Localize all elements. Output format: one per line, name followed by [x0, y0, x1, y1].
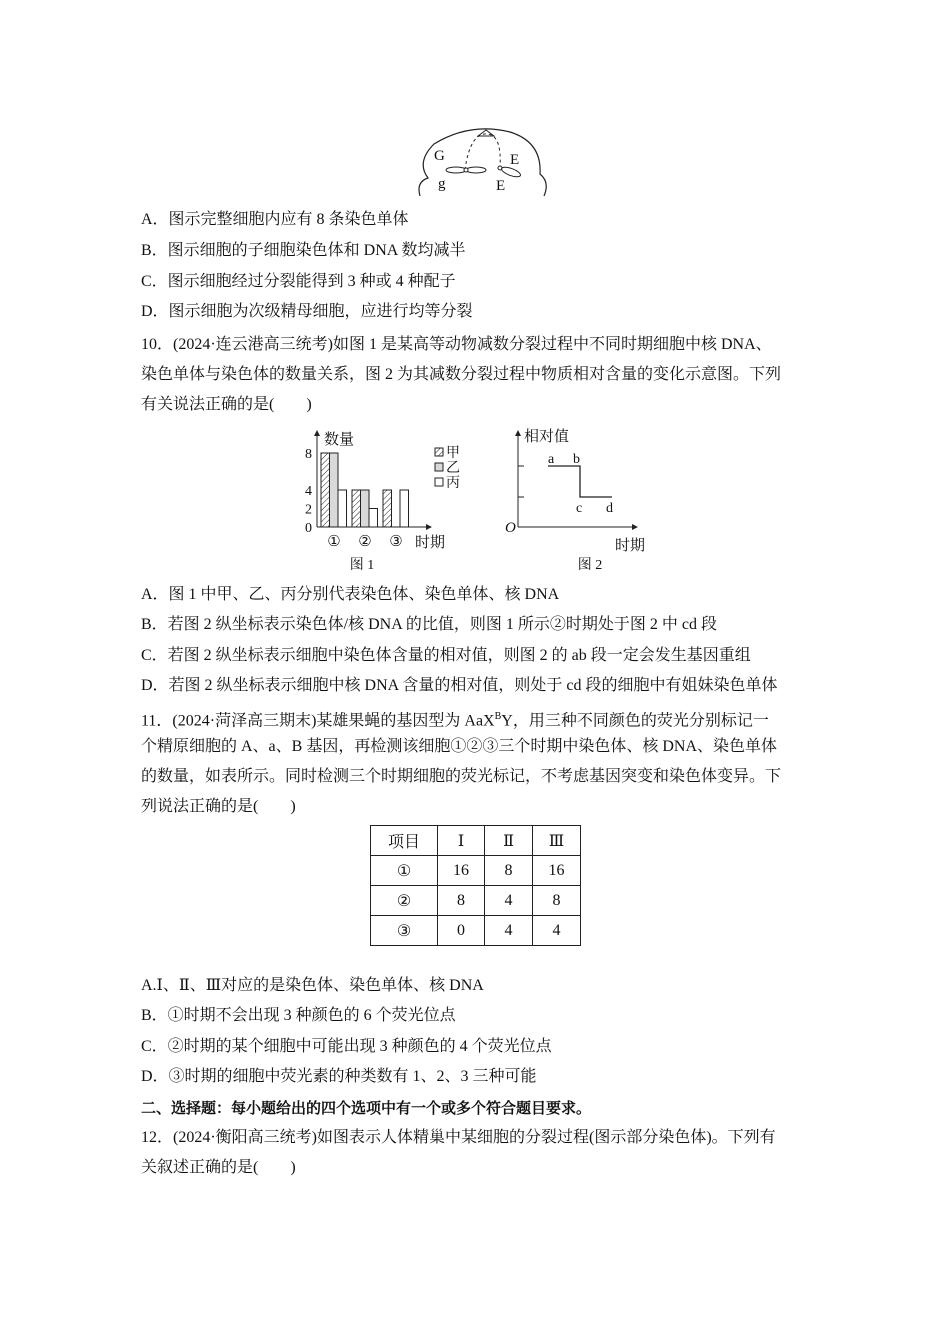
- legend-label: 丙: [446, 476, 460, 491]
- section-heading: 二、选择题：每小题给出的四个选项中有一个或多个符合题目要求。: [141, 1099, 592, 1117]
- q11-option-a: A.Ⅰ、Ⅱ、Ⅲ对应的是染色体、染色单体、核 DNA: [141, 977, 484, 994]
- gene-label: E: [510, 152, 520, 168]
- relative-value-line: [548, 466, 612, 497]
- table-header: Ⅲ: [533, 826, 581, 856]
- table-cell: 8: [438, 886, 485, 916]
- y-axis-label: 相对值: [524, 429, 570, 445]
- legend-label: 甲: [446, 446, 460, 461]
- table-cell: 4: [485, 916, 533, 946]
- table-cell: ②: [371, 886, 438, 916]
- table-header: Ⅱ: [485, 826, 533, 856]
- table-header-row: [371, 826, 581, 856]
- q11-stem-line: [141, 707, 769, 731]
- origin-label: O: [505, 520, 516, 536]
- table-cell: 0: [438, 916, 485, 946]
- q12-stem-line: 12．(2024·衡阳高三统考)如图表示人体精巢中某细胞的分裂过程(图示部分染色体)。下列有: [141, 1129, 776, 1146]
- q11-stem-line: 列说法正确的是( ): [141, 798, 296, 815]
- q11-option-b: B．①时期不会出现 3 种颜色的 6 个荧光位点: [141, 1007, 456, 1024]
- x-axis-label: 时期: [615, 538, 646, 554]
- table-cell: 4: [533, 916, 581, 946]
- q12-stem-line: 关叙述正确的是( ): [141, 1159, 296, 1176]
- q9-option-c: C．图示细胞经过分裂能得到 3 种或 4 种配子: [141, 273, 456, 290]
- q11-stem-text: Y，用三种不同颜色的荧光分别标记一: [501, 712, 769, 730]
- y-tick-label: 0: [305, 521, 312, 536]
- figure-2-line-chart: [0, 0, 950, 600]
- x-tick-label: ①: [327, 534, 341, 550]
- table-cell: 8: [533, 886, 581, 916]
- legend-label: 乙: [446, 461, 460, 476]
- gene-label: E: [496, 178, 506, 194]
- point-label: b: [573, 452, 580, 467]
- table-cell: 16: [438, 856, 485, 886]
- table-cell: 4: [485, 886, 533, 916]
- q9-option-b: B．图示细胞的子细胞染色体和 DNA 数均减半: [141, 242, 466, 259]
- table-cell: ③: [371, 916, 438, 946]
- table-row: [371, 916, 581, 946]
- figure-1-caption: 图 1: [349, 558, 375, 573]
- gene-label: G: [434, 148, 445, 164]
- x-axis-label: 时期: [415, 535, 446, 551]
- q9-option-a: A．图示完整细胞内应有 8 条染色单体: [141, 211, 409, 228]
- table-header: 项目: [371, 826, 438, 856]
- y-tick-label: 8: [305, 447, 312, 462]
- q11-option-c: C．②时期的某个细胞中可能出现 3 种颜色的 4 个荧光位点: [141, 1038, 552, 1055]
- y-tick-label: 4: [305, 484, 312, 499]
- q11-stem-line: 个精原细胞的 A、a、B 基因，再检测该细胞①②③三个时期中染色体、核 DNA、染色单体: [141, 738, 777, 755]
- point-label: d: [606, 501, 613, 516]
- q11-stem-line: 的数量，如表所示。同时检测三个时期细胞的荧光标记，不考虑基因突变和染色体变异。下: [141, 768, 782, 785]
- x-tick-label: ②: [358, 534, 372, 550]
- figure-2-caption: 图 2: [577, 558, 603, 573]
- q11-stem-text: 11．(2024·菏泽高三期末)某雄果蝇的基因型为 AaX: [141, 712, 495, 730]
- q9-option-d: D．图示细胞为次级精母细胞，应进行均等分裂: [141, 303, 473, 320]
- table-cell: ①: [371, 856, 438, 886]
- x-axis-arrow: [632, 524, 638, 530]
- x-tick-label: ③: [389, 534, 403, 550]
- q11-option-d: D．③时期的细胞中荧光素的种类数有 1、2、3 三种可能: [141, 1068, 537, 1085]
- y-axis-arrow: [515, 430, 521, 436]
- q10-option-b: B．若图 2 纵坐标表示染色体/核 DNA 的比值，则图 1 所示②时期处于图 2 中 cd 段: [141, 616, 718, 633]
- table-header: Ⅰ: [438, 826, 485, 856]
- q10-stem-line: 10．(2024·连云港高三统考)如图 1 是某高等动物减数分裂过程中不同时期细胞中核 DNA、: [141, 336, 772, 353]
- y-tick-label: 2: [305, 502, 312, 518]
- table-cell: 16: [533, 856, 581, 886]
- q10-stem-line: 染色单体与染色体的数量关系，图 2 为其减数分裂过程中物质相对含量的变化示意图。下列: [141, 366, 782, 383]
- table-row: [371, 856, 581, 886]
- q10-stem-line: 有关说法正确的是( ): [141, 396, 312, 413]
- y-axis-label: 数量: [324, 432, 355, 448]
- q10-option-d: D．若图 2 纵坐标表示细胞中核 DNA 含量的相对值，则处于 cd 段的细胞中有姐妹染色单体: [141, 677, 778, 694]
- point-label: a: [548, 452, 555, 467]
- table-cell: 8: [485, 856, 533, 886]
- table-row: [371, 886, 581, 916]
- point-label: c: [576, 501, 583, 516]
- q11-superscript: B: [494, 711, 502, 722]
- q11-data-table: [370, 825, 581, 946]
- q10-option-c: C．若图 2 纵坐标表示细胞中染色体含量的相对值，则图 2 的 ab 段一定会发生基因重组: [141, 647, 751, 664]
- q10-option-a: A．图 1 中甲、乙、丙分别代表染色体、染色单体、核 DNA: [141, 586, 560, 603]
- gene-label: g: [438, 176, 446, 192]
